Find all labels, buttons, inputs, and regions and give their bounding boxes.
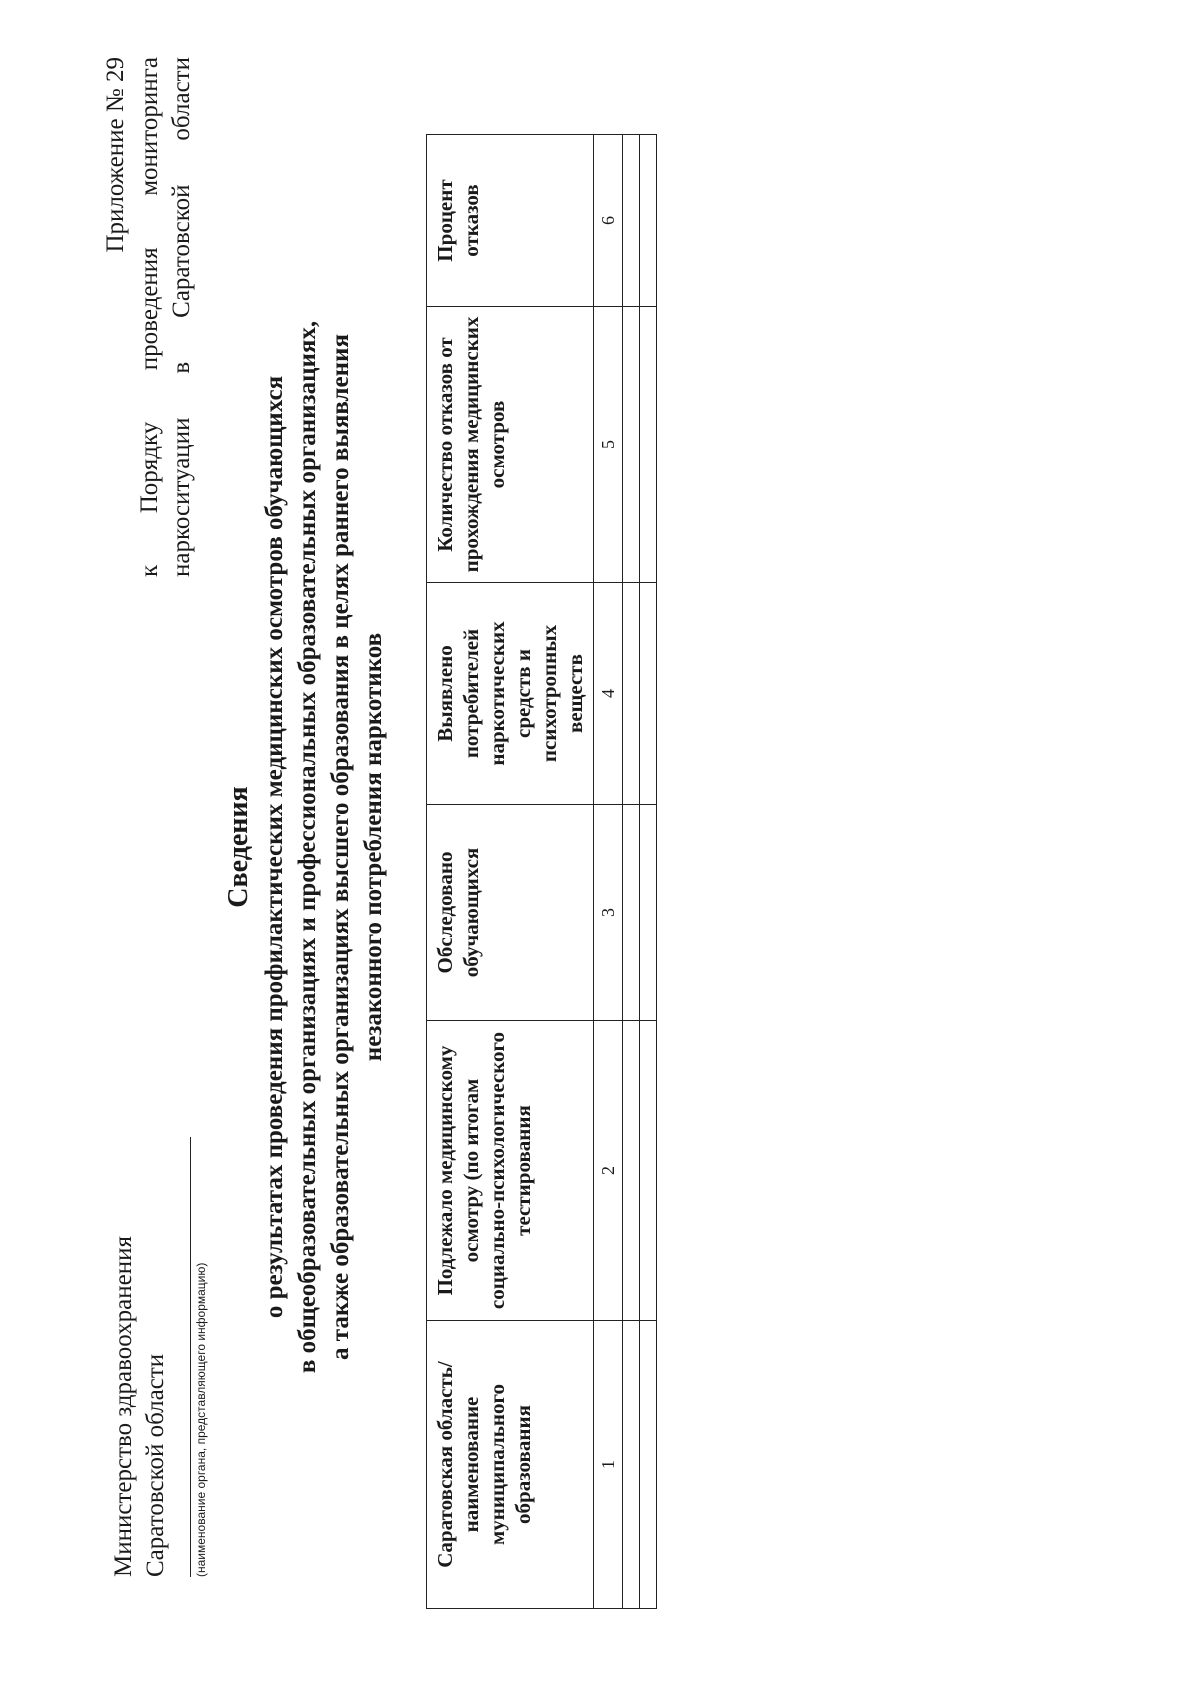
table-cell[interactable] xyxy=(640,805,657,1021)
table-cell[interactable] xyxy=(640,583,657,805)
annex-line-1: к Порядку проведения мониторинга xyxy=(136,57,163,577)
table-row xyxy=(640,135,657,1609)
organization-underline xyxy=(190,1137,191,1577)
table-cell[interactable] xyxy=(640,1021,657,1321)
annex-text xyxy=(134,57,198,577)
annex-reference xyxy=(100,57,198,577)
column-number-2: 2 xyxy=(594,1021,623,1321)
column-header-refusals: Количество отказов от прохождения медицинских осмотров xyxy=(427,307,594,583)
annex-number: Приложение № 29 xyxy=(102,57,129,253)
table-cell[interactable] xyxy=(623,583,640,805)
table-cell[interactable] xyxy=(640,135,657,307)
report-table xyxy=(426,134,657,1609)
column-number-3: 3 xyxy=(594,805,623,1021)
column-header-municipality: Саратовская область/ наименование муниципального образования xyxy=(427,1321,594,1609)
title-line-2: в общеобразовательных организациях и профессиональных образовательных организациях, xyxy=(294,320,321,1374)
annex-line-2: наркоситуации в Саратовской области xyxy=(168,57,195,577)
organization-caption: (наименование органа, представляющего информацию) xyxy=(194,1262,208,1577)
title-line-3: а также образовательных организациях высшего образования в целях раннего выявления xyxy=(327,334,354,1360)
document-title xyxy=(222,147,390,1547)
table-row xyxy=(623,135,640,1609)
organization-name xyxy=(108,1236,172,1577)
organization-line-2: Саратовской области xyxy=(142,1353,169,1577)
column-header-identified: Выявлено потребителей наркотических средств и психотропных веществ xyxy=(427,583,594,805)
table-cell[interactable] xyxy=(623,307,640,583)
column-number-6: 6 xyxy=(594,135,623,307)
column-header-refusal-percent: Процент отказов xyxy=(427,135,594,307)
table-cell[interactable] xyxy=(623,1021,640,1321)
title-main: Сведения xyxy=(223,786,254,908)
table-cell[interactable] xyxy=(640,307,657,583)
organization-line-1: Министерство здравоохранения xyxy=(110,1236,137,1577)
column-number-1: 1 xyxy=(594,1321,623,1609)
table-cell[interactable] xyxy=(640,1321,657,1609)
column-number-5: 5 xyxy=(594,307,623,583)
column-number-4: 4 xyxy=(594,583,623,805)
column-number-row xyxy=(594,135,623,1609)
column-header-examined: Обследовано обучающихся xyxy=(427,805,594,1021)
column-header-subject-to-exam: Подлежало медицинскому осмотру (по итогам социально-психологического тестирования xyxy=(427,1021,594,1321)
title-line-4: незаконного потребления наркотиков xyxy=(360,632,387,1062)
table-cell[interactable] xyxy=(623,805,640,1021)
title-line-1: о результатах проведения профилактических медицинских осмотров обучающихся xyxy=(261,375,288,1319)
table-header-row xyxy=(427,135,594,1609)
table-cell[interactable] xyxy=(623,135,640,307)
table-cell[interactable] xyxy=(623,1321,640,1609)
